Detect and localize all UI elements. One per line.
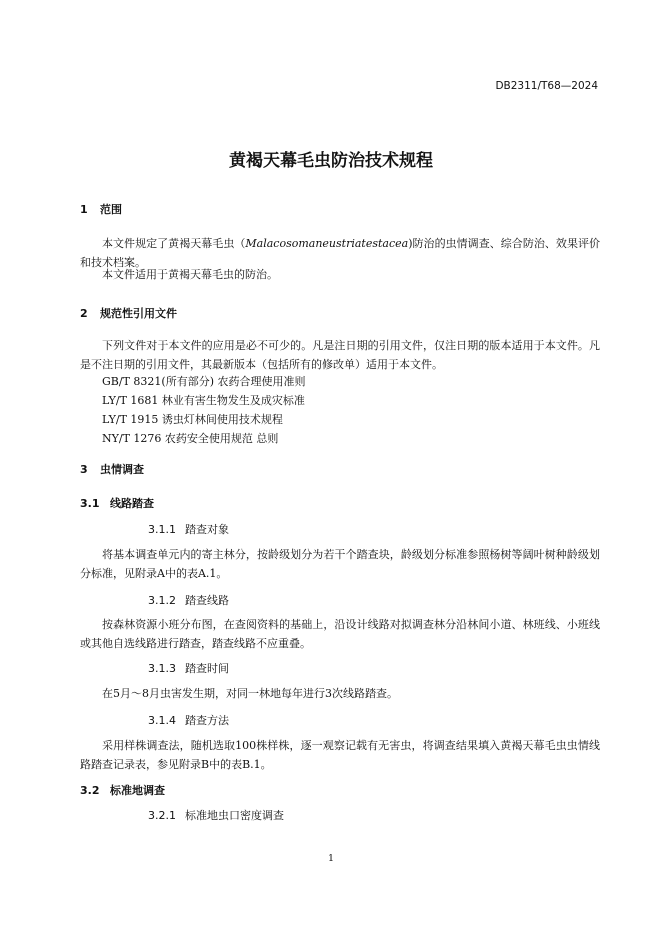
text-segment: 本文件规定了黄褐天幕毛虫（ xyxy=(102,237,246,250)
clause-3-1-3-heading xyxy=(148,660,229,676)
section-1-paragraph-2: 本文件适用于黄褐天幕毛虫的防治。 xyxy=(102,268,278,281)
reference-item: LY/T 1681 林业有害生物发生及成灾标准 xyxy=(102,394,305,407)
clause-number: 3.1.1 xyxy=(148,523,176,536)
clause-number: 3.1.2 xyxy=(148,594,176,607)
clause-title: 踏查线路 xyxy=(185,594,229,607)
clause-3-2-1-heading xyxy=(148,807,284,823)
clause-3-1-1-text: 将基本调查单元内的寄主林分，按龄级划分为若干个踏查块，龄级划分标准参照杨树等阔叶树种龄级划分标准，见附录A中的表A.1。 xyxy=(80,548,600,580)
clause-3-1-4-heading xyxy=(148,712,229,728)
clause-title: 踏查时间 xyxy=(185,662,229,675)
clause-3-1-2-text: 按森林资源小班分布图，在查阅资料的基础上，沿设计线路对拟调查林分沿林间小道、林班线、小班线或其他自选线路进行踏查，踏查线路不应重叠。 xyxy=(80,618,600,650)
latin-name: Malacosomaneustriatestacea xyxy=(245,237,409,250)
subsection-3-2-heading xyxy=(80,782,165,798)
document-id: DB2311/T68—2024 xyxy=(495,80,598,92)
clause-title: 标准地虫口密度调查 xyxy=(185,809,284,822)
reference-item: NY/T 1276 农药安全使用规范 总则 xyxy=(102,432,279,445)
section-number: 3 xyxy=(80,463,88,476)
clause-3-1-1-heading xyxy=(148,521,229,537)
section-number: 1 xyxy=(80,203,88,216)
section-2-paragraph-1: 下列文件对于本文件的应用是必不可少的。凡是注日期的引用文件，仅注日期的版本适用于本文件。凡是不注日期的引用文件，其最新版本（包括所有的修改单）适用于本文件。 xyxy=(80,339,600,371)
clause-3-1-4-text: 采用样株调查法，随机选取100株样株，逐一观察记载有无害虫，将调查结果填入黄褐天幕毛虫虫情线路踏查记录表，参见附录B中的表B.1。 xyxy=(80,739,600,771)
section-number: 3.1 xyxy=(80,497,100,510)
section-number: 3.2 xyxy=(80,784,100,797)
section-title: 范围 xyxy=(100,203,122,216)
document-title: 黄褐天幕毛虫防治技术规程 xyxy=(229,151,433,171)
clause-3-1-3-text: 在5月～8月虫害发生期，对同一林地每年进行3次线路踏查。 xyxy=(102,687,398,700)
clause-number: 3.1.3 xyxy=(148,662,176,675)
section-title: 线路踏查 xyxy=(110,497,154,510)
section-title: 规范性引用文件 xyxy=(100,307,177,320)
section-title: 虫情调查 xyxy=(100,463,144,476)
reference-item: GB/T 8321(所有部分) 农药合理使用准则 xyxy=(102,375,306,388)
clause-number: 3.2.1 xyxy=(148,809,176,822)
text-segment: )防治的虫情调查、综合防治、效果评价和技术档案。 xyxy=(80,237,600,269)
section-2-heading xyxy=(80,305,177,321)
page-number: 1 xyxy=(327,853,335,864)
clause-number: 3.1.4 xyxy=(148,714,176,727)
section-3-heading xyxy=(80,461,144,477)
section-number: 2 xyxy=(80,307,88,320)
reference-item: LY/T 1915 诱虫灯林间使用技术规程 xyxy=(102,413,283,426)
section-1-heading xyxy=(80,201,122,217)
clause-3-1-2-heading xyxy=(148,592,229,608)
section-title: 标准地调查 xyxy=(110,784,165,797)
clause-title: 踏查方法 xyxy=(185,714,229,727)
subsection-3-1-heading xyxy=(80,495,154,511)
clause-title: 踏查对象 xyxy=(185,523,229,536)
